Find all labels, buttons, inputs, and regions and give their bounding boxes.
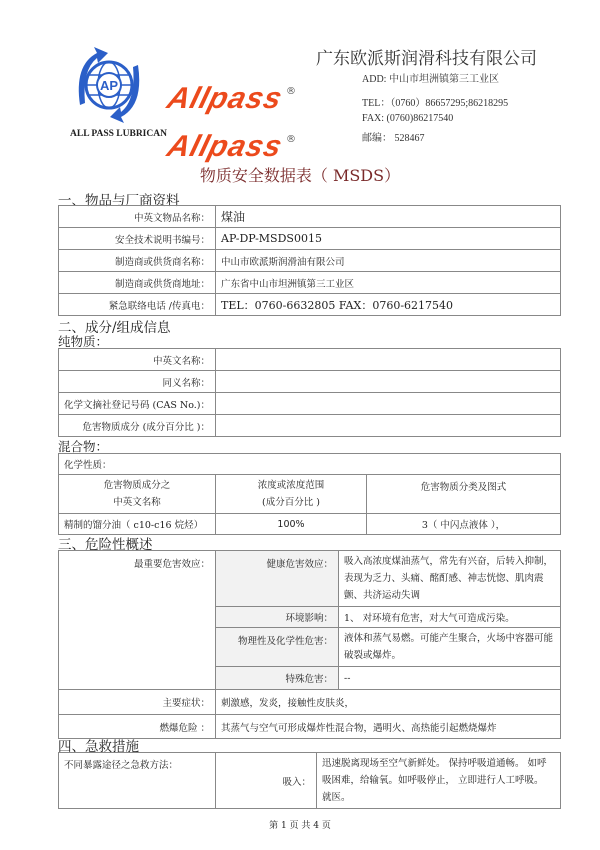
company-fax: FAX: (0760)86217540: [362, 113, 454, 124]
chem-props-label: 化学性质：: [59, 454, 561, 475]
section-2-heading: 二、成分/组成信息: [58, 320, 171, 336]
table-row: [59, 393, 561, 415]
inhalation-label: 吸入：: [216, 753, 317, 809]
row-value: AP-DP-MSDS0015: [216, 228, 561, 250]
company-postcode: 邮编： 528467: [362, 133, 425, 144]
row-label: 中英文名称：: [59, 349, 216, 371]
table-row: [59, 753, 561, 809]
mixture-table: [58, 453, 561, 535]
table-row: [59, 454, 561, 475]
registered-mark: ®: [286, 86, 296, 97]
row-label: 中英文物品名称：: [59, 206, 216, 228]
table-row: [59, 349, 561, 371]
table-row: [59, 514, 561, 535]
symptoms-label: 主要症状：: [59, 690, 216, 715]
col-header-name: 危害物质成分之 中英文名称: [59, 475, 216, 514]
page-number: 第 1 页 共 4 页: [269, 821, 331, 831]
symptoms-value: 刺激感，发炎，接触性皮肤炎，: [216, 690, 561, 715]
row-value: 广东省中山市坦洲镇第三工业区: [216, 272, 561, 294]
row-label: 安全技术说明书编号：: [59, 228, 216, 250]
col-header-class: 危害物质分类及图式: [367, 475, 561, 514]
company-name: 广东欧派斯润滑科技有限公司: [316, 49, 537, 69]
brand-logo-1: Allpass: [163, 82, 287, 115]
row-value: 煤油: [216, 206, 561, 228]
effect-label: 物理性及化学性危害：: [216, 628, 339, 667]
effect-label: 健康危害效应：: [216, 551, 339, 607]
cell-name: 精制的馏分油（ c10-c16 烷烃）: [59, 514, 216, 535]
row-value: [216, 349, 561, 371]
table-row: [59, 272, 561, 294]
table-row: [59, 415, 561, 437]
section-4-heading: 四、急救措施: [58, 739, 139, 755]
effect-value: 液体和蒸气易燃。可能产生聚合，火场中容器可能破裂或爆炸。: [339, 628, 561, 667]
cell-conc: 100%: [216, 514, 367, 535]
fire-hazard-value: 其蒸气与空气可形成爆炸性混合物，遇明火、高热能引起燃烧爆炸: [216, 715, 561, 739]
cell-class: 3（ 中闪点液体 ），: [367, 514, 561, 535]
effect-label: 环境影响：: [216, 607, 339, 628]
mixture-label: 混合物：: [58, 439, 109, 454]
svg-text:AP: AP: [99, 78, 119, 93]
row-value: TEL：0760-6632805 FAX：0760-6217540: [216, 294, 561, 316]
hazards-table: [58, 550, 561, 739]
section-3-heading: 三、危险性概述: [58, 537, 153, 553]
globe-arrows-icon: [72, 45, 147, 125]
registered-mark: ®: [286, 134, 296, 145]
section-1-heading: 一、物品与厂商资料: [58, 193, 180, 209]
table-header-row: [59, 475, 561, 514]
row-label: 同义名称：: [59, 371, 216, 393]
effect-value: 1、 对环境有危害，对大气可造成污染。: [339, 607, 561, 628]
table-row: [59, 371, 561, 393]
row-label: 制造商或供货商名称：: [59, 250, 216, 272]
effect-label: 特殊危害：: [216, 667, 339, 690]
first-aid-table: [58, 752, 561, 809]
inhalation-value: 迅速脱离现场至空气新鲜处。 保持呼吸道通畅。 如呼吸困难，给输氧。如呼吸停止， 立即进行人工呼吸。 就医。: [317, 753, 561, 809]
row-label: 危害物质成分 (成分百分比 )：: [59, 415, 216, 437]
row-label: 制造商或供货商地址：: [59, 272, 216, 294]
product-info-table: [58, 205, 561, 316]
brand-logo-2: Allpass: [163, 130, 287, 163]
effect-value: --: [339, 667, 561, 690]
fire-hazard-label: 燃爆危险 ：: [59, 715, 216, 739]
table-row: [59, 206, 561, 228]
row-value: [216, 371, 561, 393]
pure-substance-label: 纯物质：: [58, 334, 109, 349]
table-row: [59, 294, 561, 316]
main-hazard-label: 最重要危害效应：: [59, 551, 216, 690]
document-title: 物质安全数据表（ MSDS）: [199, 166, 401, 185]
row-value: 中山市欧派斯润滑油有限公司: [216, 250, 561, 272]
row-value: [216, 393, 561, 415]
company-address: ADD: 中山市坦洲镇第三工业区: [362, 74, 499, 85]
logo-caption: ALL PASS LUBRICAN: [70, 129, 167, 139]
effect-value: 吸入高浓度煤油蒸气，常先有兴奋，后转入抑制，表现为乏力、头痛、酩酊感、神志恍惚、肌肉震颤、共济运动失调: [339, 551, 561, 607]
row-label: 紧急联络电话 /传真电：: [59, 294, 216, 316]
pure-substance-table: [58, 348, 561, 437]
exposure-route-label: 不同暴露途径之急救方法：: [59, 753, 216, 809]
table-row: [59, 551, 561, 607]
company-logo: [72, 45, 147, 125]
row-label: 化学文摘社登记号码 (CAS No.)：: [59, 393, 216, 415]
row-value: [216, 415, 561, 437]
table-row: [59, 250, 561, 272]
company-tel: TEL：（0760）86657295;86218295: [362, 98, 509, 109]
table-row: [59, 228, 561, 250]
col-header-conc: 浓度或浓度范围 (成分百分比 ): [216, 475, 367, 514]
table-row: [59, 690, 561, 715]
